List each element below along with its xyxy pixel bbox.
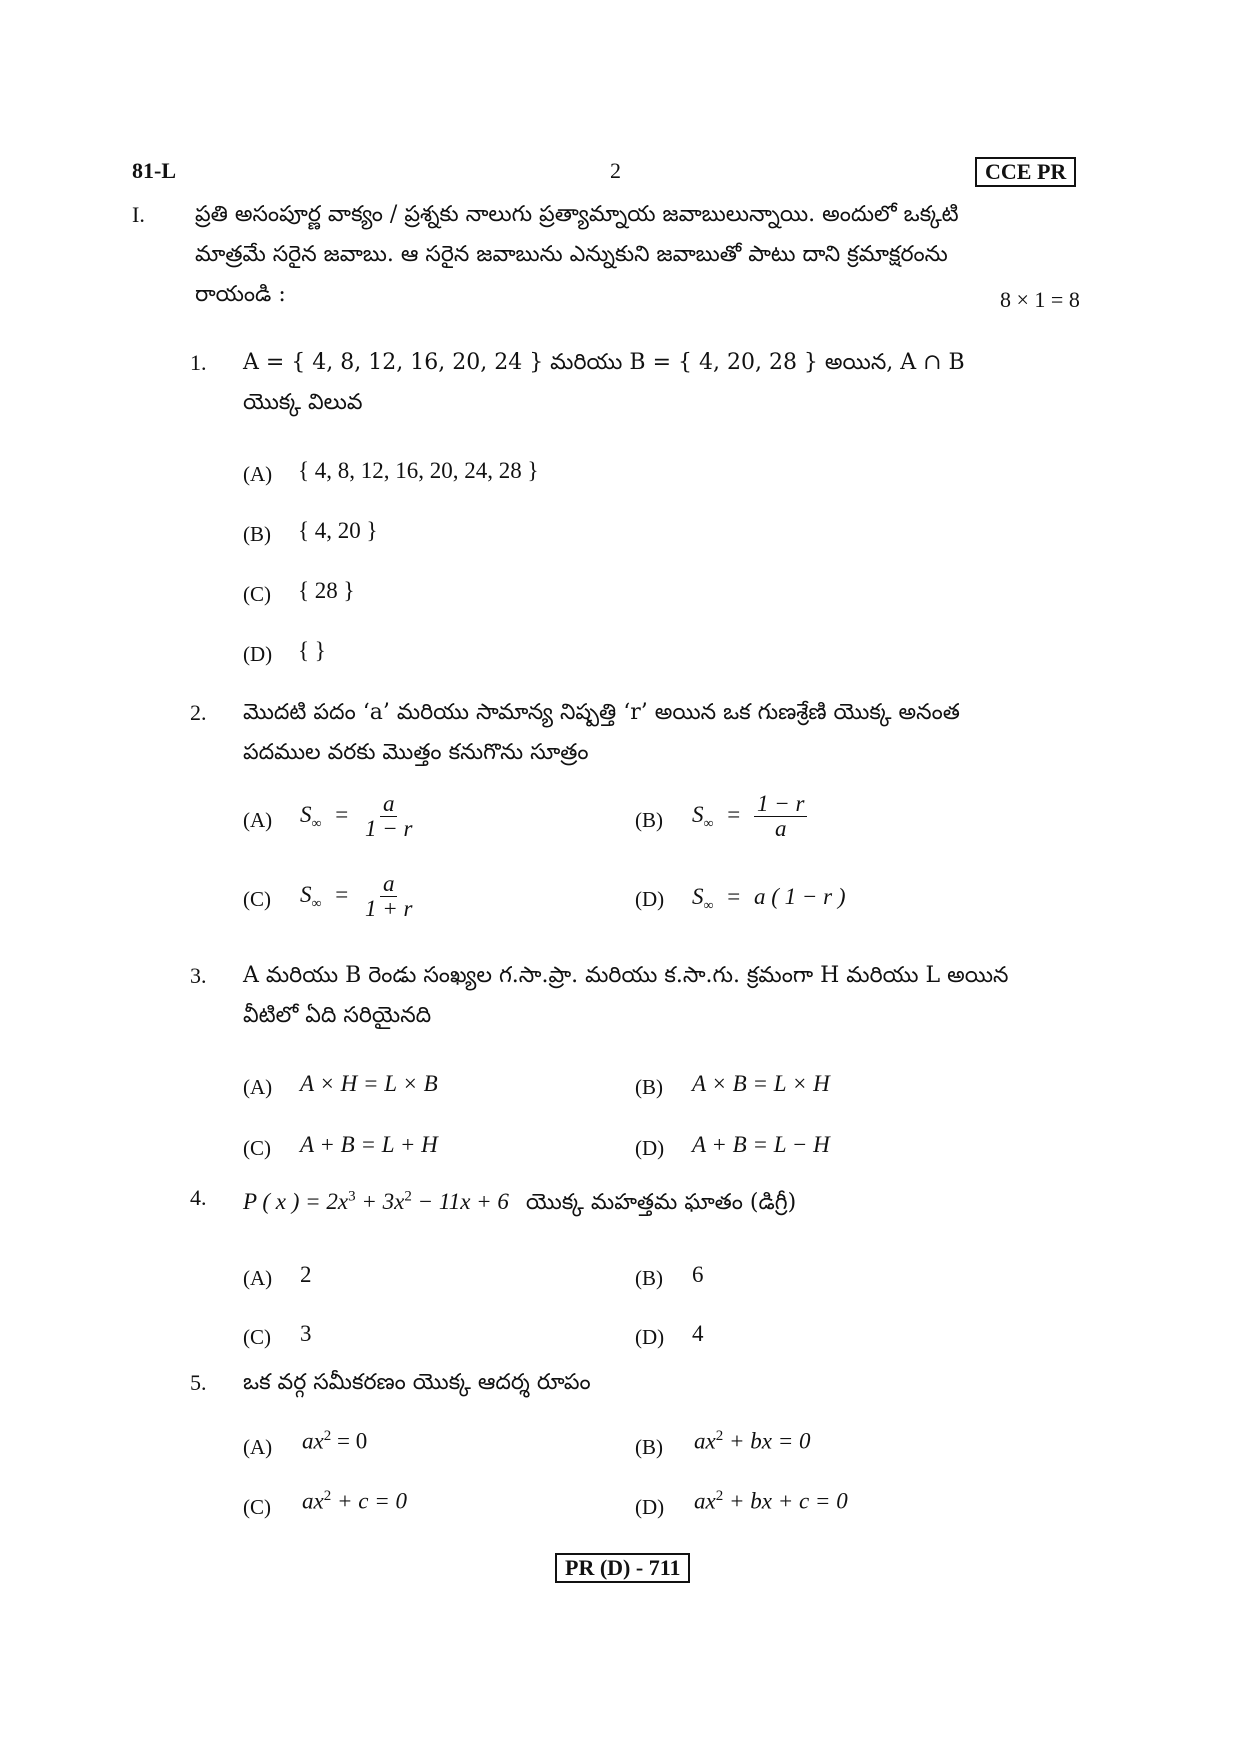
polynomial-exponent: 2 xyxy=(404,1188,412,1204)
option-label: (B) xyxy=(635,808,663,832)
formula-sub: ∞ xyxy=(703,816,714,832)
formula-lhs: S xyxy=(692,801,704,827)
polynomial-part: P ( x ) = 2x xyxy=(243,1188,349,1214)
question-line: ఒక వర్గ సమీకరణం యొక్క ఆదర్శ రూపం xyxy=(243,1370,591,1395)
option-formula xyxy=(300,792,415,841)
option-label: (C) xyxy=(243,1495,271,1519)
formula-part: + bx + c = 0 xyxy=(723,1488,848,1514)
option-label: (D) xyxy=(635,887,665,911)
section-instruction xyxy=(195,195,1100,315)
option-value: { 28 } xyxy=(298,578,355,603)
option-value: { 4, 8, 12, 16, 20, 24, 28 } xyxy=(298,458,539,483)
question-line: పదముల వరకు మొత్తం కనుగొను సూత్రం xyxy=(243,740,589,765)
question-number: 4. xyxy=(190,1185,207,1210)
option-value: A + B = L + H xyxy=(300,1132,438,1157)
formula-part: ax xyxy=(694,1488,716,1514)
formula-exponent: 2 xyxy=(323,1428,332,1444)
option-label: (A) xyxy=(243,1435,273,1459)
question-text xyxy=(243,956,1103,1036)
formula-exponent: 2 xyxy=(323,1488,332,1504)
formula-lhs: S xyxy=(692,884,704,909)
fraction-denominator: a xyxy=(774,816,787,841)
formula-part: = 0 xyxy=(331,1428,368,1454)
option-label: (A) xyxy=(243,1075,273,1099)
option-label: (A) xyxy=(243,808,273,832)
question-line: యొక్క విలువ xyxy=(243,390,363,415)
option-formula xyxy=(692,884,846,915)
formula-part: + c = 0 xyxy=(331,1488,407,1514)
formula-exponent: 2 xyxy=(715,1428,724,1444)
question-line: మొదటి పదం ‘a’ మరియు సామాన్య నిష్పత్తి ‘r’ అయిన ఒక గుణశ్రేణి యొక్క అనంత xyxy=(243,700,960,725)
formula-lhs: S xyxy=(300,801,312,827)
polynomial-exponent: 3 xyxy=(348,1188,356,1204)
fraction-denominator: 1 − r xyxy=(364,816,413,841)
option-label: (B) xyxy=(243,522,271,546)
page-number: 2 xyxy=(610,158,621,183)
fraction-numerator: a xyxy=(380,872,398,897)
option-value: A × H = L × B xyxy=(300,1071,438,1096)
section-roman: I. xyxy=(132,202,145,227)
footer-code: PR (D) - 711 xyxy=(555,1553,690,1583)
marks-label: 8 × 1 = 8 xyxy=(1000,287,1080,312)
option-label: (C) xyxy=(243,1136,271,1160)
option-value: 4 xyxy=(692,1321,704,1346)
formula-lhs: S xyxy=(300,881,312,907)
formula-eq: = xyxy=(335,881,349,907)
option-value: 2 xyxy=(300,1262,312,1287)
option-label: (A) xyxy=(243,1266,273,1290)
option-label: (B) xyxy=(635,1435,663,1459)
option-value: A × B = L × H xyxy=(692,1071,830,1096)
question-number: 1. xyxy=(190,350,207,375)
formula-eq: = xyxy=(335,801,349,827)
formula-sub: ∞ xyxy=(703,898,714,914)
fraction-numerator: a xyxy=(380,792,398,817)
fraction xyxy=(362,792,415,841)
course-badge: CCE PR xyxy=(975,157,1076,187)
option-label: (D) xyxy=(635,1325,665,1349)
fraction xyxy=(362,872,415,921)
option-label: (C) xyxy=(243,582,271,606)
option-value: 6 xyxy=(692,1262,704,1287)
formula-part: ax xyxy=(302,1428,324,1454)
formula-exponent: 2 xyxy=(715,1488,724,1504)
option-formula xyxy=(302,1488,407,1515)
option-value: 3 xyxy=(300,1321,312,1346)
question-text xyxy=(243,1176,796,1223)
question-number: 3. xyxy=(190,963,207,988)
question-text xyxy=(243,693,1103,773)
option-value: { } xyxy=(298,638,326,663)
question-text xyxy=(243,1363,591,1403)
option-label: (A) xyxy=(243,462,273,486)
formula-eq: = xyxy=(727,801,741,827)
fraction-denominator: 1 + r xyxy=(364,896,413,921)
option-value: { 4, 20 } xyxy=(298,518,378,543)
polynomial xyxy=(243,1189,509,1214)
formula-part: ax xyxy=(694,1428,716,1454)
formula-eq: = xyxy=(727,884,741,909)
instruction-line: మాత్రమే సరైన జవాబు. ఆ సరైన జవాబును ఎన్నుకుని జవాబుతో పాటు దాని క్రమాక్షరంను xyxy=(195,242,948,267)
fraction xyxy=(754,792,807,841)
paper-code: 81-L xyxy=(132,158,176,183)
option-label: (B) xyxy=(635,1266,663,1290)
fraction-numerator: 1 − r xyxy=(754,792,807,817)
formula-part: + bx = 0 xyxy=(723,1428,811,1454)
option-label: (D) xyxy=(635,1136,665,1160)
instruction-line: రాయండి : xyxy=(195,282,286,307)
option-value: A + B = L − H xyxy=(692,1132,830,1157)
option-label: (B) xyxy=(635,1075,663,1099)
option-formula xyxy=(300,872,415,921)
polynomial-part: + 3x xyxy=(355,1188,405,1214)
question-number: 5. xyxy=(190,1370,207,1395)
question-line: వీటిలో ఏది సరియైనది xyxy=(243,1003,432,1028)
formula-rhs: a ( 1 − r ) xyxy=(753,884,846,909)
question-line: A మరియు B రెండు సంఖ్యల గ.సా.ప్రా. మరియు క.సా.గు. క్రమంగా H మరియు L అయిన xyxy=(243,963,1009,988)
option-label: (D) xyxy=(635,1495,665,1519)
instruction-line: ప్రతి అసంపూర్ణ వాక్యం / ప్రశ్నకు నాలుగు ప్రత్యామ్నాయ జవాబులున్నాయి. అందులో ఒక్కటి xyxy=(195,202,959,227)
formula-part: ax xyxy=(302,1488,324,1514)
formula-sub: ∞ xyxy=(311,816,322,832)
question-line: యొక్క మహత్తమ ఘాతం (డిగ్రీ) xyxy=(525,1189,797,1215)
option-label: (C) xyxy=(243,1325,271,1349)
option-formula xyxy=(302,1428,367,1455)
question-text xyxy=(243,343,1103,423)
option-label: (D) xyxy=(243,642,273,666)
option-label: (C) xyxy=(243,887,271,911)
formula-sub: ∞ xyxy=(311,896,322,912)
question-line: A = { 4, 8, 12, 16, 20, 24 } మరియు B = { 4, 20, 28 } అయిన, A ∩ B xyxy=(243,350,965,375)
option-formula xyxy=(692,792,807,841)
question-number: 2. xyxy=(190,700,207,725)
option-formula xyxy=(694,1488,848,1515)
option-formula xyxy=(694,1428,810,1455)
polynomial-part: − 11x + 6 xyxy=(411,1188,509,1214)
